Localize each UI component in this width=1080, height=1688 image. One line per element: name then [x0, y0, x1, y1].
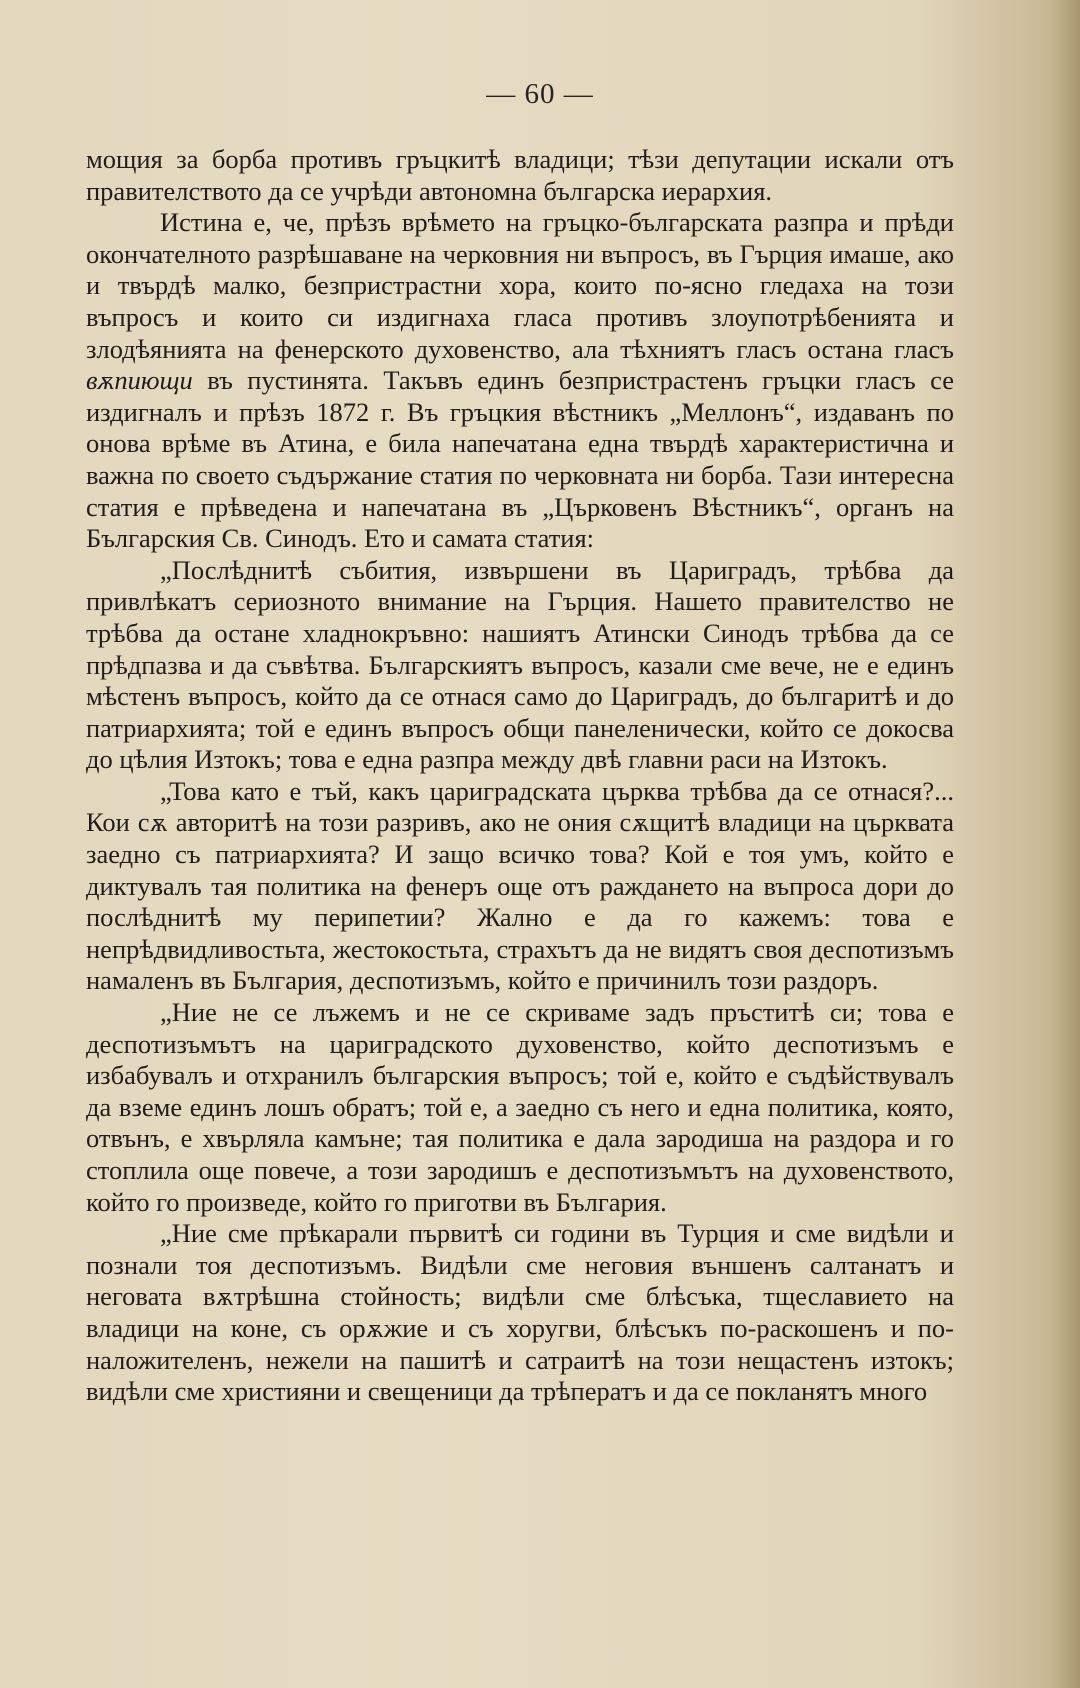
- paragraph-5: „Ние не се лъжемъ и не се скриваме задъ пръститѣ си; това е деспотизъмътъ на цариградското духовенство, който деспотизъмъ е избабувалъ и отхранилъ българския въпросъ; той е, който е съдѣйствувалъ да вземе единъ лошъ обратъ; той е, а заедно съ него и една политика, която, отвънъ, е хвърляла камъне; тая политика е дала зародиша на раздора и го стоплила още повече, а този зародишъ е деспотизъмътъ на духовенството, който го произведе, който го приготви въ България.: [86, 997, 954, 1217]
- paragraph-6: „Ние сме прѣкарали първитѣ си години въ Турция и сме видѣли и познали тоя деспотизъмъ. Видѣли сме неговия външенъ салтанатъ и неговата вѫтрѣшна стойность; видѣли сме блѣсъка, тщеславието на владици на коне, съ орѫжие и съ хоругви, блѣсъкъ по-раскошенъ и по-наложителенъ, нежели на пашитѣ и сатраитѣ на този нещастенъ изтокъ; видѣли сме християни и свещеници да трѣператъ и да се покланятъ много: [86, 1218, 954, 1407]
- body-text: [86, 144, 954, 1408]
- paragraph-4: „Това като е тъй, какъ цариградската църква трѣбва да се отнася?... Кои сѫ авторитѣ на този разривъ, ако не ония сѫщитѣ владици на църквата заедно съ патриархията? И защо всичко това? Кой е тоя умъ, който е диктувалъ тая политика на фенеръ още отъ раждането на въпроса дори до послѣднитѣ му перипетии? Жално е да го кажемъ: това е непрѣдвидливостьта, жестокостьта, страхътъ да не видятъ своя деспотизъмъ намаленъ въ България, деспотизъмъ, който е причинилъ този раздоръ.: [86, 775, 954, 996]
- page-number: — 60 —: [486, 78, 594, 110]
- paragraph-2: [86, 207, 954, 555]
- paragraph-1: мощия за борба противъ гръцкитѣ владици; тѣзи депутации искали отъ правителството да се учрѣди автономна българска иерархия.: [86, 144, 954, 206]
- paragraph-3: „Послѣднитѣ събития, извършени въ Цариградъ, трѣбва да привлѣкатъ сериозното внимание на Гърция. Нашето правителство не трѣбва да остане хладнокръвно: нашиятъ Атински Синодъ трѣбва да се прѣдпазва и да съвѣтва. Българскиятъ въпросъ, казали сме вече, не е единъ мѣстенъ въпросъ, който да се отнася само до Цариградъ, до българитѣ и до патриархията; той е единъ въпросъ общи панеленически, който се докосва до цѣлия Изтокъ; това е една разпра между двѣ главни раси на Изтокъ.: [86, 554, 954, 775]
- paragraph-2-text-after: въ пустинята. Такъвъ единъ безпристрастенъ гръцки гласъ се издигналъ и прѣзъ 1872 г. Въ гръцкия вѣстникъ „Меллонъ“, издаванъ по онова врѣме въ Атина, е била напечатана една твърдѣ характеристична и важна по своето съдържание статия по черковната ни борба. Тази интересна статия е прѣведена и напечатана въ „Църковенъ Вѣстникъ“, органъ на Българския Св. Синодъ. Ето и самата статия:: [86, 365, 954, 554]
- paragraph-2-text-before: Истина е, че, прѣзъ врѣмето на гръцко-българската разпра и прѣди окончателното разрѣшаване на черковния ни въпросъ, въ Гърция имаше, ако и твърдѣ малко, безпристрастни хора, които по-ясно гледаха на този въпросъ и които си издигнаха гласа противъ злоупотрѣбенията и злодѣянията на фенерското духовенство, ала тѣхниятъ гласъ остана гласъ: [86, 207, 954, 364]
- paragraph-2-italic-word: вѫпиющи: [86, 365, 193, 396]
